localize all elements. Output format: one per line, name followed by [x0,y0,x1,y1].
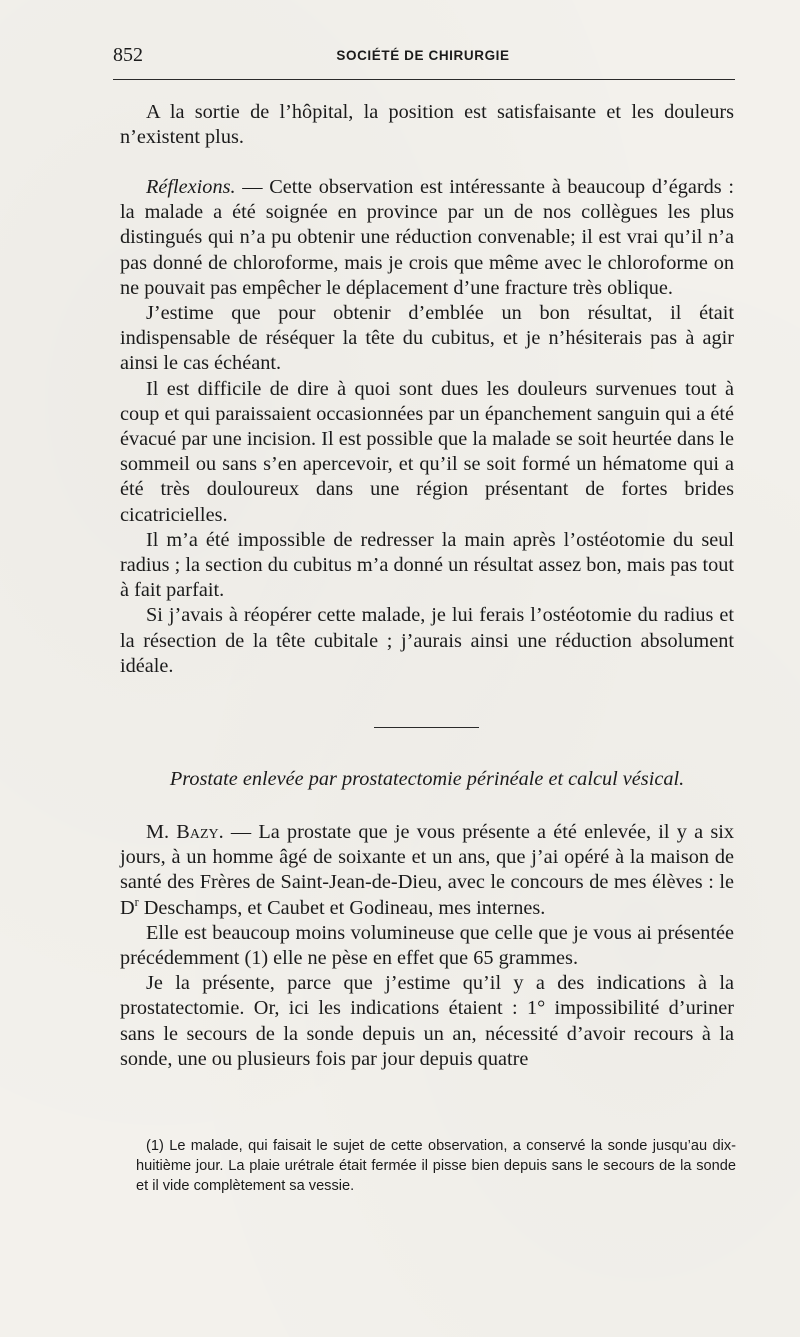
paragraph-text: Deschamps, et Caubet et Godineau, mes internes. [138,896,546,919]
paragraph: J’estime que pour obtenir d’emblée un bon résultat, il était indispensable de réséquer la tête du cubitus, et je n’hésiterais pas à agir ainsi le cas échéant. [120,302,734,375]
dr-superscript: r [134,894,139,909]
footnote-text: Le malade, qui faisait le sujet de cette observation, a conservé la sonde jusqu’au dix-huitième jour. La plaie urétrale était fermée il pisse bien depuis sans le secours de la sonde et il vide complètement sa vessie. [136,1138,736,1194]
reflexions-heading: Réflexions. [146,176,236,198]
page-number: 852 [113,44,143,66]
text-block-closing [120,100,734,150]
page-header [113,44,733,68]
text-block-bazy [120,820,734,1072]
paragraph: Il m’a été impossible de redresser la main après l’ostéotomie du seul radius ; la section du cubitus m’a donné un résultat assez bon, mais pas tout à fait parfait. [120,528,734,602]
running-head: SOCIÉTÉ DE CHIRURGIE [336,48,510,63]
paragraph-text: elle ne pèse en effet que 65 grammes. [268,947,579,970]
paragraph: A la sortie de l’hôpital, la position est satisfaisante et les douleurs n’existent plus. [120,101,734,149]
paragraph: Je la présente, parce que j’estime qu’il y a des indications à la prostatectomie. Or, ici les indications étaient : 1° impossibilité d’uriner sans le secours de la sonde depuis un an, nécessité d’avoir recours à la sonde, une ou plusieurs fois par jour depuis quatre [120,972,734,1070]
paragraph [120,175,734,301]
footnote-reference: (1) [244,947,269,970]
paragraph [120,820,734,921]
paragraph-text: Elle est beaucoup moins volumineuse que celle que je vous ai présentée précédemment [120,921,734,970]
author-name: M. Bazy. [146,821,224,843]
paragraph-text: — Cette observation est intéressante à beaucoup d’égards : la malade a été soignée en province par un de nos collègues les plus distingués qui n’a pu obtenir une réduction convenable; il est vrai qu’il n’a pas donné de chloroforme, mais je crois que même avec le chloroforme on ne pouvait pas empêcher le déplacement d’une fracture très oblique. [120,176,734,299]
paragraph [120,921,734,971]
section-separator [374,727,479,728]
header-rule [113,79,735,80]
paragraph: Il est difficile de dire à quoi sont dues les douleurs survenues tout à coup et qui paraissaient occasionnées par un épanchement sanguin qui a été évacué par une incision. Il est possible que la malade se soit heurtée dans le sommeil ou sans s’en apercevoir, et qu’il se soit formé un hématome qui a été très douloureux dans une région présentant de fortes brides cicatricielles. [120,377,734,526]
footnote-mark: (1) [146,1138,164,1154]
paragraph-text: — La prostate que je vous présente a été enlevée, il y a six jours, à un homme âgé de soixante et un ans, que j’ai opéré à la maison de santé des Frères de Saint-Jean-de-Dieu, avec le concours de mes élèves : le D [120,821,734,919]
section-title: Prostate enlevée par prostatectomie périnéale et calcul vésical. [169,768,685,790]
footnote [136,1136,736,1196]
text-block-reflexions [120,175,734,679]
paragraph: Si j’avais à réopérer cette malade, je lui ferais l’ostéotomie du radius et la résection de la tête cubitale ; j’aurais ainsi une réduction absolument idéale. [120,604,734,677]
footnote-paragraph [136,1136,736,1196]
